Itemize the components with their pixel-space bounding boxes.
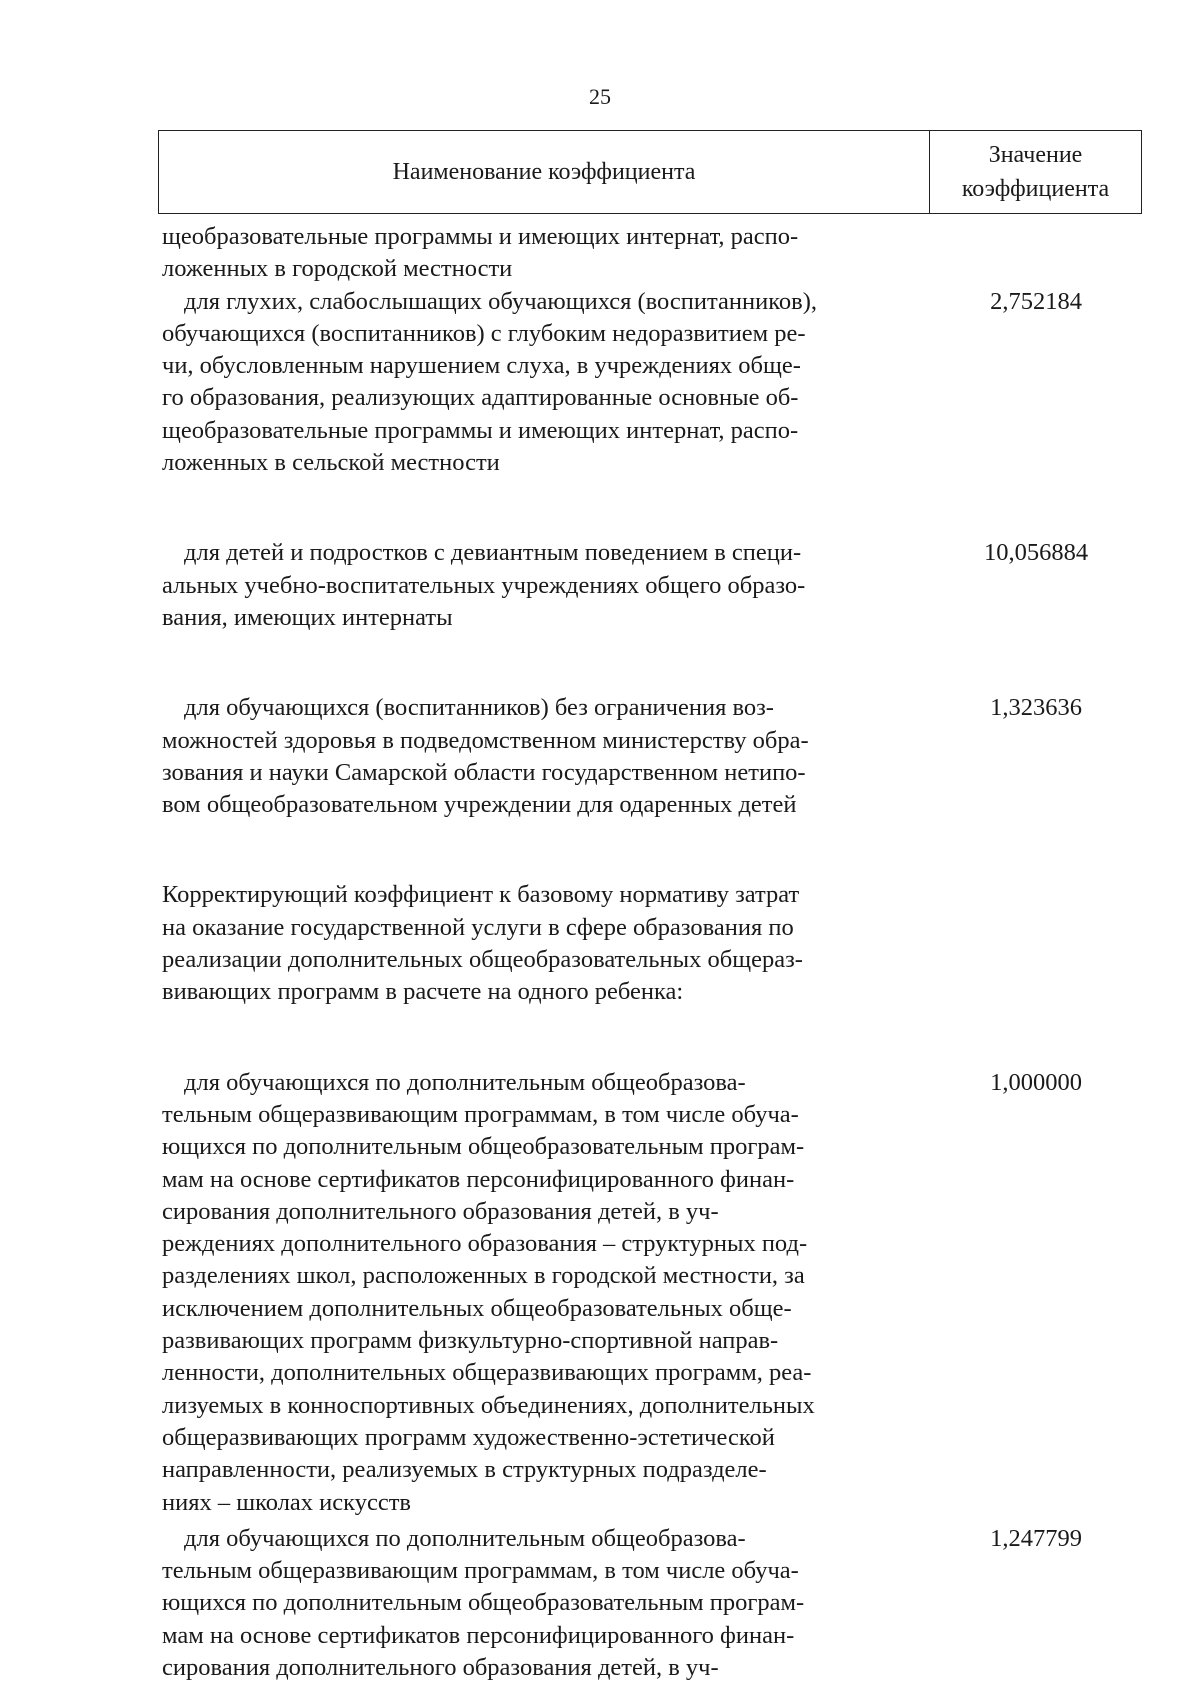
row-text bbox=[162, 537, 918, 634]
spacer bbox=[162, 634, 1142, 692]
row-text bbox=[162, 1067, 918, 1519]
text-line: щеобразовательные программы и имеющих интернат, распо- bbox=[162, 223, 799, 250]
text-line: реализации дополнительных общеобразовательных общераз- bbox=[162, 946, 803, 974]
header-name-column: Наименование коэффициента bbox=[159, 131, 930, 213]
row-text bbox=[162, 221, 918, 286]
text-line: вом общеобразовательном учреждении для одаренных детей bbox=[162, 791, 797, 819]
text-line: для обучающихся по дополнительным общеобразова- bbox=[184, 1068, 746, 1096]
text-line: ющихся по дополнительным общеобразовательным програм- bbox=[162, 1589, 805, 1617]
text-line: чи, обусловленным нарушением слуха, в учреждениях обще- bbox=[162, 352, 801, 380]
row-text bbox=[162, 286, 918, 480]
text-line: го образования, реализующих адаптированные основные об- bbox=[162, 384, 799, 412]
table-row bbox=[162, 1067, 1142, 1519]
text-line: сирования дополнительного образования детей, в уч- bbox=[162, 1197, 719, 1225]
text-line: можностей здоровья в подведомственном министерству обра- bbox=[162, 726, 809, 754]
row-value: 10,056884 bbox=[983, 539, 1089, 567]
row-value: 1,000000 bbox=[990, 1068, 1082, 1096]
text-line: ниях – школах искусств bbox=[162, 1488, 411, 1516]
text-line: на оказание государственной услуги в сфере образования по bbox=[162, 913, 794, 941]
spacer bbox=[162, 1009, 1142, 1067]
text-line: направленности, реализуемых в структурных подразделе- bbox=[162, 1456, 767, 1484]
table-row bbox=[162, 879, 1142, 1008]
text-line: щеобразовательные программы и имеющих интернат, распо- bbox=[162, 416, 799, 444]
row-value: 2,752184 bbox=[990, 287, 1082, 315]
table-row bbox=[162, 221, 1142, 286]
text-line: исключением дополнительных общеобразовательных обще- bbox=[162, 1294, 792, 1322]
row-value: 1,247799 bbox=[990, 1524, 1082, 1552]
text-line: мам на основе сертификатов персонифицированного финан- bbox=[162, 1621, 795, 1649]
text-line: ющихся по дополнительным общеобразовательным програм- bbox=[162, 1133, 805, 1161]
text-line: зования и науки Самарской области государственном нетипо- bbox=[162, 758, 806, 786]
table-row bbox=[162, 286, 1142, 480]
text-line: тельным общеразвивающим программам, в том числе обуча- bbox=[162, 1557, 799, 1585]
text-line: сирования дополнительного образования детей, в уч- bbox=[162, 1653, 719, 1681]
table-row bbox=[162, 1523, 1142, 1684]
header-value-line1: Значение bbox=[988, 142, 1083, 168]
text-line: альных учебно-воспитательных учреждениях общего образо- bbox=[162, 571, 806, 599]
text-line: вивающих программ в расчете на одного ребенка: bbox=[162, 978, 684, 1006]
text-line: ленности, дополнительных общеразвивающих программ, реа- bbox=[162, 1359, 812, 1387]
row-text bbox=[162, 692, 918, 821]
header-value-column bbox=[930, 131, 1141, 213]
table-row bbox=[162, 537, 1142, 634]
table-row bbox=[162, 692, 1142, 821]
row-value: 1,323636 bbox=[990, 694, 1082, 722]
table-header bbox=[158, 130, 1142, 214]
text-line: ложенных в городской местности bbox=[162, 255, 513, 283]
text-line: для детей и подростков с девиантным поведением в специ- bbox=[184, 539, 802, 567]
text-line: разделениях школ, расположенных в городской местности, за bbox=[162, 1262, 805, 1290]
text-line: мам на основе сертификатов персонифицированного финан- bbox=[162, 1165, 795, 1193]
text-line: лизуемых в конноспортивных объединениях, дополнительных bbox=[162, 1391, 815, 1419]
text-line: обучающихся (воспитанников) с глубоким недоразвитием ре- bbox=[162, 319, 806, 347]
row-text bbox=[162, 1523, 918, 1684]
table-body bbox=[162, 221, 1142, 1684]
text-line: ложенных в сельской местности bbox=[162, 449, 500, 477]
text-line: реждениях дополнительного образования – структурных под- bbox=[162, 1230, 808, 1258]
text-line: общеразвивающих программ художественно-эстетической bbox=[162, 1423, 775, 1451]
spacer bbox=[162, 479, 1142, 537]
header-value-line2: коэффициента bbox=[961, 176, 1110, 202]
text-line: Корректирующий коэффициент к базовому нормативу затрат bbox=[162, 881, 800, 909]
text-line: вания, имеющих интернаты bbox=[162, 603, 453, 631]
spacer bbox=[162, 821, 1142, 879]
text-line: для обучающихся по дополнительным общеобразова- bbox=[184, 1524, 746, 1552]
text-line: тельным общеразвивающим программам, в том числе обуча- bbox=[162, 1100, 799, 1128]
page-number: 25 bbox=[589, 84, 611, 109]
row-text bbox=[162, 879, 918, 1008]
text-line: для глухих, слабослышащих обучающихся (воспитанников), bbox=[184, 287, 817, 315]
text-line: для обучающихся (воспитанников) без ограничения воз- bbox=[184, 694, 774, 722]
text-line: развивающих программ физкультурно-спортивной направ- bbox=[162, 1327, 779, 1355]
